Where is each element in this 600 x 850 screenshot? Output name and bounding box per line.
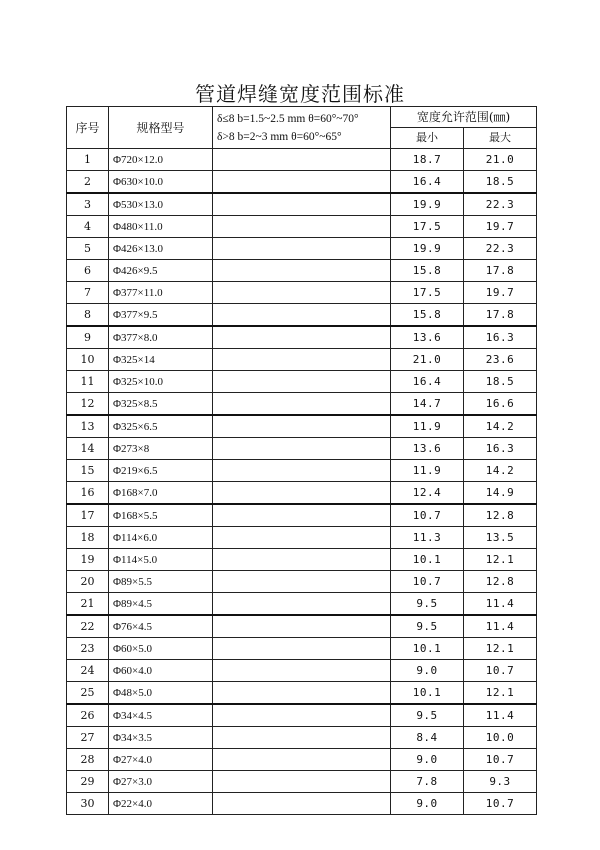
row-blank (213, 504, 391, 527)
row-index: 19 (67, 549, 109, 571)
row-index: 24 (67, 660, 109, 682)
row-blank (213, 282, 391, 304)
row-max: 12.1 (464, 682, 537, 705)
weld-width-table (66, 106, 537, 815)
row-max: 12.1 (464, 549, 537, 571)
header-conditions (213, 107, 391, 149)
row-blank (213, 349, 391, 371)
row-blank (213, 415, 391, 438)
row-min: 9.0 (391, 749, 464, 771)
condition-line-1: δ≤8 b=1.5~2.5 mm θ=60°~70° (217, 112, 359, 125)
row-index: 5 (67, 238, 109, 260)
table-row (67, 193, 537, 216)
row-index: 6 (67, 260, 109, 282)
row-index: 16 (67, 482, 109, 505)
table-row (67, 704, 537, 727)
row-index: 25 (67, 682, 109, 705)
row-spec: Φ168×7.0 (109, 482, 213, 505)
row-max: 22.3 (464, 238, 537, 260)
row-max: 16.6 (464, 393, 537, 416)
row-blank (213, 171, 391, 194)
row-blank (213, 549, 391, 571)
row-min: 13.6 (391, 438, 464, 460)
row-spec: Φ530×13.0 (109, 193, 213, 216)
row-blank (213, 771, 391, 793)
row-blank (213, 371, 391, 393)
row-min: 15.8 (391, 304, 464, 327)
row-index: 17 (67, 504, 109, 527)
row-blank (213, 793, 391, 815)
row-blank (213, 571, 391, 593)
row-index: 14 (67, 438, 109, 460)
table-row (67, 282, 537, 304)
row-blank (213, 238, 391, 260)
header-index: 序号 (67, 107, 109, 149)
row-index: 18 (67, 527, 109, 549)
row-index: 21 (67, 593, 109, 616)
row-index: 9 (67, 326, 109, 349)
row-index: 3 (67, 193, 109, 216)
row-max: 19.7 (464, 282, 537, 304)
row-max: 10.7 (464, 793, 537, 815)
table-row (67, 727, 537, 749)
row-min: 17.5 (391, 282, 464, 304)
table-row (67, 216, 537, 238)
page-title: 管道焊缝宽度范围标准 (195, 82, 405, 106)
row-blank (213, 438, 391, 460)
row-max: 10.7 (464, 749, 537, 771)
row-min: 11.9 (391, 460, 464, 482)
row-index: 13 (67, 415, 109, 438)
row-min: 14.7 (391, 393, 464, 416)
row-index: 29 (67, 771, 109, 793)
row-blank (213, 704, 391, 727)
row-spec: Φ630×10.0 (109, 171, 213, 194)
row-min: 12.4 (391, 482, 464, 505)
row-blank (213, 149, 391, 171)
row-index: 28 (67, 749, 109, 771)
row-spec: Φ60×4.0 (109, 660, 213, 682)
row-max: 14.9 (464, 482, 537, 505)
row-spec: Φ34×4.5 (109, 704, 213, 727)
row-max: 21.0 (464, 149, 537, 171)
row-spec: Φ89×4.5 (109, 593, 213, 616)
table-row (67, 482, 537, 505)
row-spec: Φ22×4.0 (109, 793, 213, 815)
header-min: 最小 (391, 128, 464, 149)
row-blank (213, 682, 391, 705)
row-index: 1 (67, 149, 109, 171)
row-spec: Φ377×9.5 (109, 304, 213, 327)
row-blank (213, 260, 391, 282)
row-max: 14.2 (464, 460, 537, 482)
row-max: 11.4 (464, 615, 537, 638)
row-max: 10.7 (464, 660, 537, 682)
table-row (67, 415, 537, 438)
row-min: 21.0 (391, 349, 464, 371)
row-index: 8 (67, 304, 109, 327)
row-spec: Φ76×4.5 (109, 615, 213, 638)
row-spec: Φ48×5.0 (109, 682, 213, 705)
table-row (67, 549, 537, 571)
row-index: 26 (67, 704, 109, 727)
row-spec: Φ34×3.5 (109, 727, 213, 749)
table-row (67, 638, 537, 660)
row-spec: Φ377×11.0 (109, 282, 213, 304)
row-index: 10 (67, 349, 109, 371)
row-index: 15 (67, 460, 109, 482)
row-index: 20 (67, 571, 109, 593)
row-max: 11.4 (464, 593, 537, 616)
table-row (67, 438, 537, 460)
row-blank (213, 482, 391, 505)
row-min: 10.1 (391, 682, 464, 705)
row-min: 9.5 (391, 704, 464, 727)
row-max: 18.5 (464, 171, 537, 194)
table-row (67, 238, 537, 260)
row-max: 17.8 (464, 260, 537, 282)
row-min: 9.5 (391, 615, 464, 638)
table-row (67, 460, 537, 482)
row-min: 13.6 (391, 326, 464, 349)
row-spec: Φ168×5.5 (109, 504, 213, 527)
row-index: 2 (67, 171, 109, 194)
header-spec: 规格型号 (109, 107, 213, 149)
row-min: 9.0 (391, 793, 464, 815)
row-max: 18.5 (464, 371, 537, 393)
row-spec: Φ114×6.0 (109, 527, 213, 549)
row-blank (213, 393, 391, 416)
row-max: 14.2 (464, 415, 537, 438)
header-max: 最大 (464, 128, 537, 149)
row-blank (213, 193, 391, 216)
row-spec: Φ377×8.0 (109, 326, 213, 349)
table-row (67, 771, 537, 793)
row-spec: Φ27×3.0 (109, 771, 213, 793)
row-index: 11 (67, 371, 109, 393)
row-index: 30 (67, 793, 109, 815)
row-blank (213, 527, 391, 549)
row-spec: Φ325×6.5 (109, 415, 213, 438)
table-row (67, 149, 537, 171)
row-spec: Φ325×14 (109, 349, 213, 371)
table-row (67, 660, 537, 682)
row-blank (213, 304, 391, 327)
table-row (67, 793, 537, 815)
row-spec: Φ60×5.0 (109, 638, 213, 660)
row-blank (213, 216, 391, 238)
table-row (67, 571, 537, 593)
row-spec: Φ89×5.5 (109, 571, 213, 593)
table-row (67, 527, 537, 549)
row-blank (213, 326, 391, 349)
row-max: 13.5 (464, 527, 537, 549)
row-min: 18.7 (391, 149, 464, 171)
row-spec: Φ325×8.5 (109, 393, 213, 416)
row-max: 23.6 (464, 349, 537, 371)
table-row (67, 326, 537, 349)
row-min: 11.3 (391, 527, 464, 549)
row-spec: Φ114×5.0 (109, 549, 213, 571)
row-max: 9.3 (464, 771, 537, 793)
row-max: 12.1 (464, 638, 537, 660)
row-index: 27 (67, 727, 109, 749)
table-row (67, 304, 537, 327)
row-min: 19.9 (391, 193, 464, 216)
row-spec: Φ480×11.0 (109, 216, 213, 238)
row-spec: Φ325×10.0 (109, 371, 213, 393)
condition-line-2: δ>8 b=2~3 mm θ=60°~65° (217, 130, 342, 143)
table-row (67, 593, 537, 616)
row-index: 12 (67, 393, 109, 416)
row-min: 17.5 (391, 216, 464, 238)
row-min: 10.7 (391, 504, 464, 527)
row-spec: Φ273×8 (109, 438, 213, 460)
row-blank (213, 615, 391, 638)
table-row (67, 682, 537, 705)
row-index: 23 (67, 638, 109, 660)
row-max: 12.8 (464, 571, 537, 593)
row-min: 15.8 (391, 260, 464, 282)
row-min: 8.4 (391, 727, 464, 749)
row-blank (213, 593, 391, 616)
row-min: 9.5 (391, 593, 464, 616)
row-max: 16.3 (464, 438, 537, 460)
row-index: 4 (67, 216, 109, 238)
row-spec: Φ720×12.0 (109, 149, 213, 171)
row-min: 10.1 (391, 549, 464, 571)
row-blank (213, 749, 391, 771)
table-row (67, 371, 537, 393)
row-min: 11.9 (391, 415, 464, 438)
row-blank (213, 460, 391, 482)
table-row (67, 349, 537, 371)
row-max: 16.3 (464, 326, 537, 349)
table-row (67, 171, 537, 194)
row-min: 10.7 (391, 571, 464, 593)
row-max: 11.4 (464, 704, 537, 727)
row-min: 10.1 (391, 638, 464, 660)
row-min: 9.0 (391, 660, 464, 682)
row-min: 16.4 (391, 171, 464, 194)
row-min: 19.9 (391, 238, 464, 260)
row-spec: Φ426×9.5 (109, 260, 213, 282)
row-max: 19.7 (464, 216, 537, 238)
table-row (67, 749, 537, 771)
row-min: 7.8 (391, 771, 464, 793)
row-min: 16.4 (391, 371, 464, 393)
row-max: 22.3 (464, 193, 537, 216)
row-index: 7 (67, 282, 109, 304)
row-max: 12.8 (464, 504, 537, 527)
table-row (67, 260, 537, 282)
row-max: 17.8 (464, 304, 537, 327)
row-spec: Φ426×13.0 (109, 238, 213, 260)
row-blank (213, 660, 391, 682)
row-index: 22 (67, 615, 109, 638)
table-row (67, 393, 537, 416)
header-range: 宽度允许范围(㎜) (391, 107, 537, 128)
row-blank (213, 638, 391, 660)
row-max: 10.0 (464, 727, 537, 749)
row-spec: Φ219×6.5 (109, 460, 213, 482)
table-row (67, 504, 537, 527)
row-blank (213, 727, 391, 749)
table-row (67, 615, 537, 638)
row-spec: Φ27×4.0 (109, 749, 213, 771)
